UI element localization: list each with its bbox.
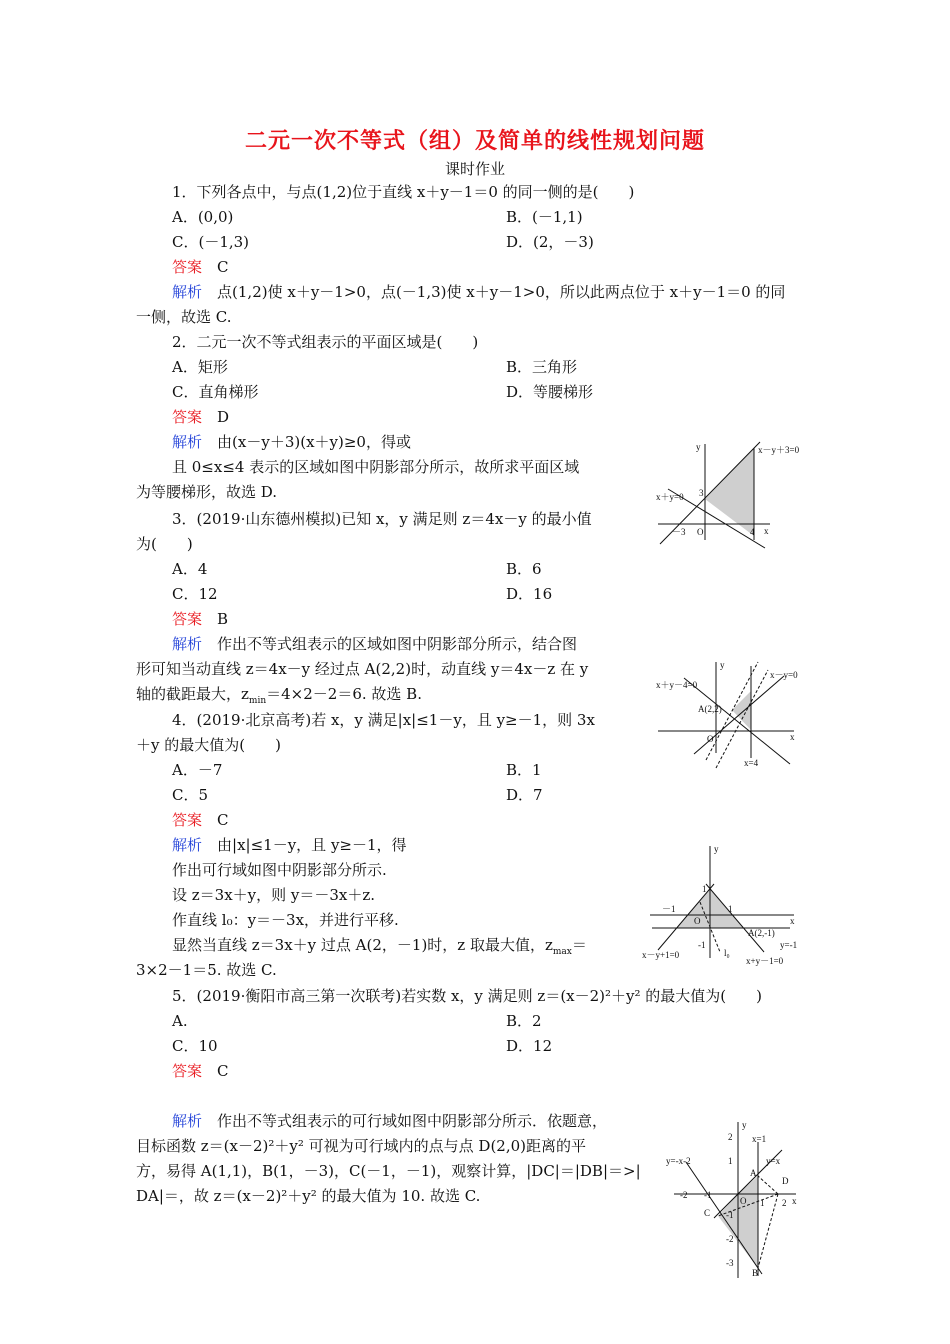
- q3-option-d: D．16: [506, 585, 553, 603]
- q4-option-d: D．7: [506, 786, 543, 804]
- q4-analysis-sub: max: [552, 947, 572, 957]
- q2-option-a: A．矩形: [172, 358, 228, 376]
- fig4-label-y: y: [742, 1120, 747, 1130]
- q4-answer: [172, 810, 229, 830]
- fig1-label-y: y: [696, 442, 701, 452]
- q5-stem: 5．(2019·衡阳市高三第一次联考)若实数 x，y 满足则 z＝(x－2)²＋y² 的最大值为( ): [172, 987, 763, 1005]
- q1-analysis-text: 点(1,2)使 x＋y－1>0，点(－1,3)使 x＋y－1>0，所以此两点位于 x＋y－1＝0 的同: [217, 283, 786, 301]
- q2-analysis-line3: 为等腰梯形，故选 D.: [136, 483, 278, 501]
- q3-analysis-text-b: ＝4×2－2＝6. 故选 B.: [266, 685, 422, 703]
- q2-answer: [172, 407, 229, 427]
- q5-analysis-line2: 目标函数 z＝(x－2)²＋y² 可视为可行域内的点与点 D(2,0)距离的平: [136, 1137, 587, 1155]
- q3-analysis-text-a: 轴的截距最大，z: [136, 685, 249, 703]
- fig4-label-x1: x=1: [752, 1134, 767, 1144]
- q4-option-b: B．1: [506, 761, 542, 779]
- q2-stem: 2．二元一次不等式组表示的平面区域是( ): [172, 333, 479, 351]
- fig4-label-m1: -1: [704, 1190, 712, 1200]
- answer-label: 答案: [172, 1062, 203, 1080]
- q5-answer-value: C: [217, 1062, 229, 1080]
- q4-analysis-text: 由|x|≤1－y，且 y≥－1，得: [217, 836, 407, 854]
- q5-answer: [172, 1061, 229, 1081]
- fig4-label-2: 2: [728, 1132, 733, 1142]
- analysis-label: 解析: [172, 836, 203, 854]
- q3-analysis-line1: [172, 634, 577, 654]
- q3-analysis-line3: [136, 684, 422, 711]
- q5-option-d: D．12: [506, 1037, 553, 1055]
- fig3-label-a: A(2,-1): [748, 928, 775, 938]
- fig3-label-1: 1: [702, 884, 707, 894]
- fig2-label-o: O: [707, 734, 714, 744]
- q3-analysis-sub: min: [248, 696, 267, 706]
- q2-analysis-line1: [172, 432, 411, 452]
- q2-analysis-text: 由(x－y＋3)(x＋y)≥0，得或: [217, 433, 411, 451]
- fig3-label-ym1: y=-1: [780, 940, 798, 950]
- fig4-label-ym1: -1: [726, 1210, 734, 1220]
- q1-option-a: A．(0,0): [172, 208, 234, 226]
- answer-label: 答案: [172, 408, 203, 426]
- fig3-label-m1: －1: [662, 904, 676, 914]
- q4-analysis-line1: [172, 835, 407, 855]
- fig3-label-x: x: [790, 916, 795, 926]
- dashed-line-y-4x-z: [716, 670, 768, 768]
- fig1-label-o: O: [697, 527, 704, 537]
- q4-option-a: A．－7: [172, 761, 223, 779]
- figure-q3: [654, 658, 814, 770]
- q5-analysis-line3: 方，易得 A(1,1)，B(1，－3)，C(－1，－1)，观察计算，|DC|＝|DB|＝>|: [136, 1162, 641, 1180]
- analysis-label: 解析: [172, 433, 203, 451]
- q4-stem-line1: 4．(2019·北京高考)若 x，y 满足|x|≤1－y，且 y≥－1，则 3x: [172, 711, 595, 729]
- q4-analysis-line6: 3×2－1＝5. 故选 C.: [136, 961, 277, 979]
- shaded-region: [705, 448, 754, 536]
- q4-analysis-line2: 作出可行域如图中阴影部分所示.: [172, 861, 387, 879]
- q2-analysis-line2: 且 0≤x≤4 表示的区域如图中阴影部分所示，故所求平面区域: [172, 458, 580, 476]
- q1-option-d: D．(2，－3): [506, 233, 594, 251]
- fig3-label-l0: l₀: [724, 948, 730, 958]
- figure-q4: [640, 840, 815, 970]
- fig4-label-ymx: y=-x-2: [666, 1156, 691, 1166]
- fig1-label-l2: x＋y=0: [656, 492, 684, 502]
- fig2-label-l2: x－y=0: [770, 670, 798, 680]
- q4-stem-line2: ＋y 的最大值为( ): [136, 736, 281, 754]
- q4-answer-value: C: [217, 811, 229, 829]
- q3-analysis-text: 作出不等式组表示的区域如图中阴影部分所示，结合图: [217, 635, 578, 653]
- q3-option-b: B．6: [506, 560, 542, 578]
- q4-option-c: C．5: [172, 786, 209, 804]
- q5-option-a: A.: [172, 1012, 188, 1030]
- fig1-label-3: 3: [699, 488, 704, 498]
- fig1-label-l1: x－y＋3=0: [758, 445, 800, 455]
- fig2-label-l1: x＋y－4=0: [656, 680, 698, 690]
- q3-answer: [172, 609, 228, 629]
- fig2-label-y: y: [720, 660, 725, 670]
- figure-q2: [650, 440, 825, 548]
- fig1-label-x: x: [764, 526, 769, 536]
- fig4-label-x: x: [792, 1196, 797, 1206]
- fig3-label-o: O: [694, 916, 701, 926]
- q5-analysis-line4: DA|＝，故 z＝(x－2)²＋y² 的最大值为 10. 故选 C.: [136, 1187, 481, 1205]
- q4-analysis-line4: 作直线 l₀：y＝－3x，并进行平移.: [172, 911, 399, 929]
- answer-label: 答案: [172, 610, 203, 628]
- fig4-label-ym3: -3: [726, 1258, 734, 1268]
- fig2-label-l3: x=4: [744, 758, 759, 768]
- q5-option-c: C．10: [172, 1037, 218, 1055]
- fig3-label-l1: x－y+1=0: [642, 950, 680, 960]
- q3-stem-line1: 3．(2019·山东德州模拟)已知 x，y 满足则 z＝4x－y 的最小值: [172, 510, 592, 528]
- q1-analysis-line1: [172, 282, 785, 302]
- q1-answer: [172, 257, 229, 277]
- fig4-label-b: B: [752, 1268, 759, 1278]
- q3-stem-line2: 为( ): [136, 535, 193, 553]
- q1-answer-value: C: [217, 258, 229, 276]
- q4-analysis-text-a: 显然当直线 z＝3x＋y 过点 A(2，－1)时，z 取最大值，z: [172, 936, 553, 954]
- fig2-label-a: A(2,2): [698, 704, 722, 714]
- q1-stem: 1．下列各点中，与点(1,2)位于直线 x＋y－1＝0 的同一侧的是( ): [172, 183, 635, 201]
- analysis-label: 解析: [172, 1112, 203, 1130]
- answer-label: 答案: [172, 811, 203, 829]
- q2-answer-value: D: [217, 408, 230, 426]
- fig4-label-1x: 1: [760, 1198, 765, 1208]
- fig4-label-yx: y=x: [766, 1156, 781, 1166]
- analysis-label: 解析: [172, 635, 203, 653]
- q2-option-d: D．等腰梯形: [506, 383, 594, 401]
- q3-analysis-line2: 形可知当动直线 z＝4x－y 经过点 A(2,2)时，动直线 y＝4x－z 在 y: [136, 660, 589, 678]
- q5-analysis-text: 作出不等式组表示的可行域如图中阴影部分所示．依题意，: [217, 1112, 608, 1130]
- fig2-label-x: x: [790, 732, 795, 742]
- q1-option-b: B．(－1,1): [506, 208, 583, 226]
- fig4-label-c: C: [704, 1208, 711, 1218]
- q1-option-c: C．(－1,3): [172, 233, 250, 251]
- fig3-label-l2: x+y－1=0: [746, 956, 784, 966]
- fig1-label-4: 4: [750, 527, 755, 537]
- answer-label: 答案: [172, 258, 203, 276]
- q1-analysis-line2: 一侧，故选 C.: [136, 308, 232, 326]
- segment-da: [758, 1176, 778, 1194]
- page-subtitle: 课时作业: [444, 160, 505, 178]
- fig4-label-o: O: [740, 1196, 747, 1206]
- q4-analysis-line5: [172, 935, 587, 962]
- q3-answer-value: B: [217, 610, 229, 628]
- fig4-label-2x: 2: [782, 1198, 787, 1208]
- q3-option-a: A．4: [172, 560, 208, 578]
- fig4-label-1: 1: [728, 1156, 733, 1166]
- q5-analysis-line1: [172, 1111, 607, 1131]
- q5-option-b: B．2: [506, 1012, 542, 1030]
- fig4-label-m2: -2: [680, 1190, 688, 1200]
- fig1-label-m3: －3: [672, 527, 686, 537]
- fig4-label-ym2: -2: [726, 1234, 734, 1244]
- q2-option-b: B．三角形: [506, 358, 578, 376]
- fig3-label-nm1b: -1: [698, 940, 706, 950]
- q3-option-c: C．12: [172, 585, 218, 603]
- q4-analysis-line3: 设 z＝3x＋y，则 y＝－3x＋z.: [172, 886, 376, 904]
- q2-option-c: C．直角梯形: [172, 383, 259, 401]
- analysis-label: 解析: [172, 283, 203, 301]
- fig3-label-1x: 1: [728, 904, 733, 914]
- fig3-label-y: y: [714, 844, 719, 854]
- q4-analysis-text-b: ＝: [571, 936, 587, 954]
- figure-q5: [664, 1118, 810, 1280]
- page-title: 二元一次不等式（组）及简单的线性规划问题: [244, 128, 705, 154]
- fig4-label-d: D: [782, 1176, 789, 1186]
- fig4-label-a: A: [750, 1168, 757, 1178]
- line-x-plus-y-minus-4: [684, 678, 790, 764]
